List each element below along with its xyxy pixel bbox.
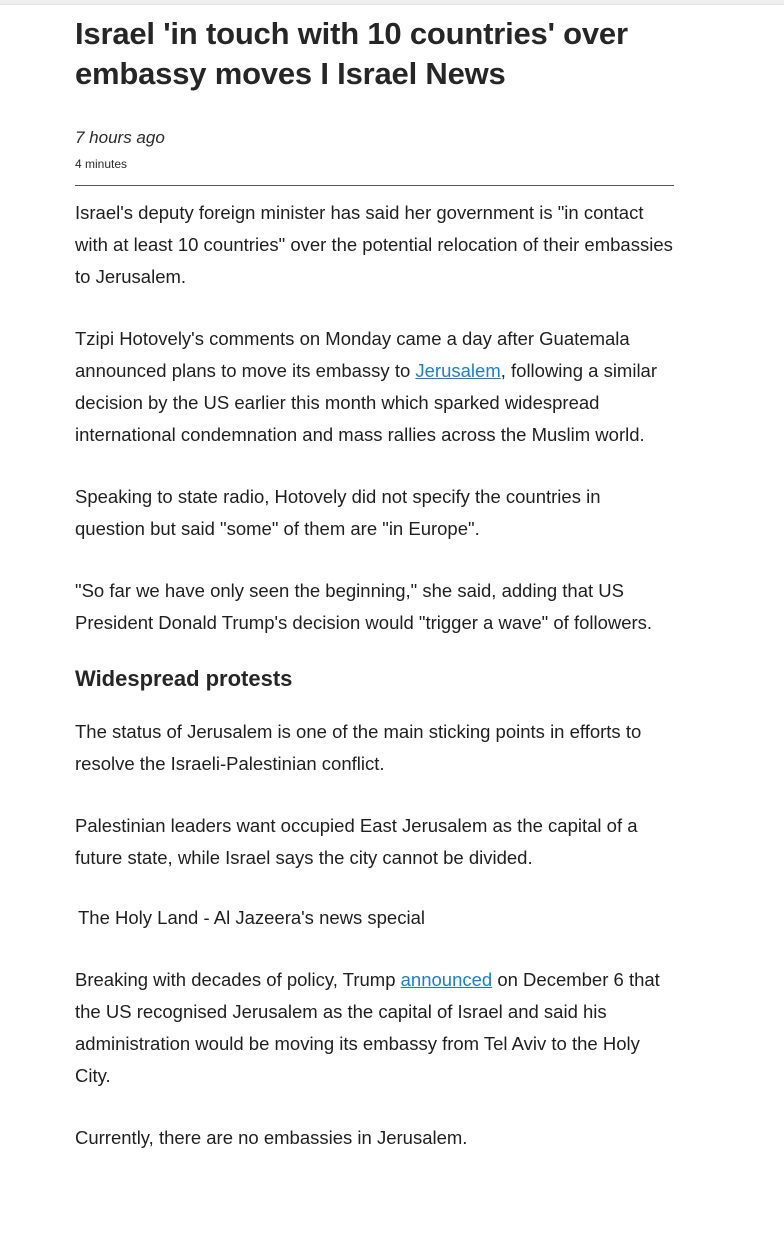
paragraph-2: [75, 323, 675, 451]
publish-time: 7 hours ago: [75, 128, 165, 147]
divider: [75, 185, 674, 186]
section-heading: Widespread protests: [75, 666, 293, 691]
article-body: [75, 197, 675, 1154]
paragraph-8: Currently, there are no embassies in Jerusalem.: [75, 1127, 468, 1148]
paragraph-6: Palestinian leaders want occupied East Jerusalem as the capital of a future state, while Israel says the city cannot be divided.: [75, 815, 638, 868]
announced-link[interactable]: announced: [400, 969, 493, 990]
paragraph-2-text-b: , following a similar decision by the US earlier this month which sparked widespread international condemnation and mass rallies across the Muslim world.: [75, 360, 658, 445]
jerusalem-link[interactable]: Jerusalem: [415, 360, 501, 381]
paragraph-2-text-a: Tzipi Hotovely's comments on Monday came a day after Guatemala announced plans to move its embassy to: [75, 328, 630, 381]
read-time: 4 minutes: [75, 157, 128, 171]
paragraph-7-text-b: on December 6 that the US recognised Jerusalem as the capital of Israel and said his administration would be moving its embassy from Tel Aviv to the Holy City.: [75, 969, 660, 1086]
paragraph-7: [75, 964, 675, 1092]
paragraph-1: Israel's deputy foreign minister has said her government is "in contact with at least 10 countries" over the potential relocation of their embassies to Jerusalem.: [75, 202, 673, 287]
news-special-caption: The Holy Land - Al Jazeera's news special: [78, 907, 425, 928]
paragraph-3: Speaking to state radio, Hotovely did not specify the countries in question but said "some" of them are "in Europe".: [75, 486, 601, 539]
paragraph-4: "So far we have only seen the beginning," she said, adding that US President Donald Trump's decision would "trigger a wave" of followers.: [75, 580, 653, 633]
paragraph-5: The status of Jerusalem is one of the main sticking points in efforts to resolve the Israeli-Palestinian conflict.: [75, 721, 642, 774]
paragraph-7-text-a: Breaking with decades of policy, Trump: [75, 969, 401, 990]
article-title: Israel 'in touch with 10 countries' over embassy moves I Israel News: [75, 16, 628, 91]
top-border: [0, 0, 784, 5]
article: [75, 14, 675, 1184]
